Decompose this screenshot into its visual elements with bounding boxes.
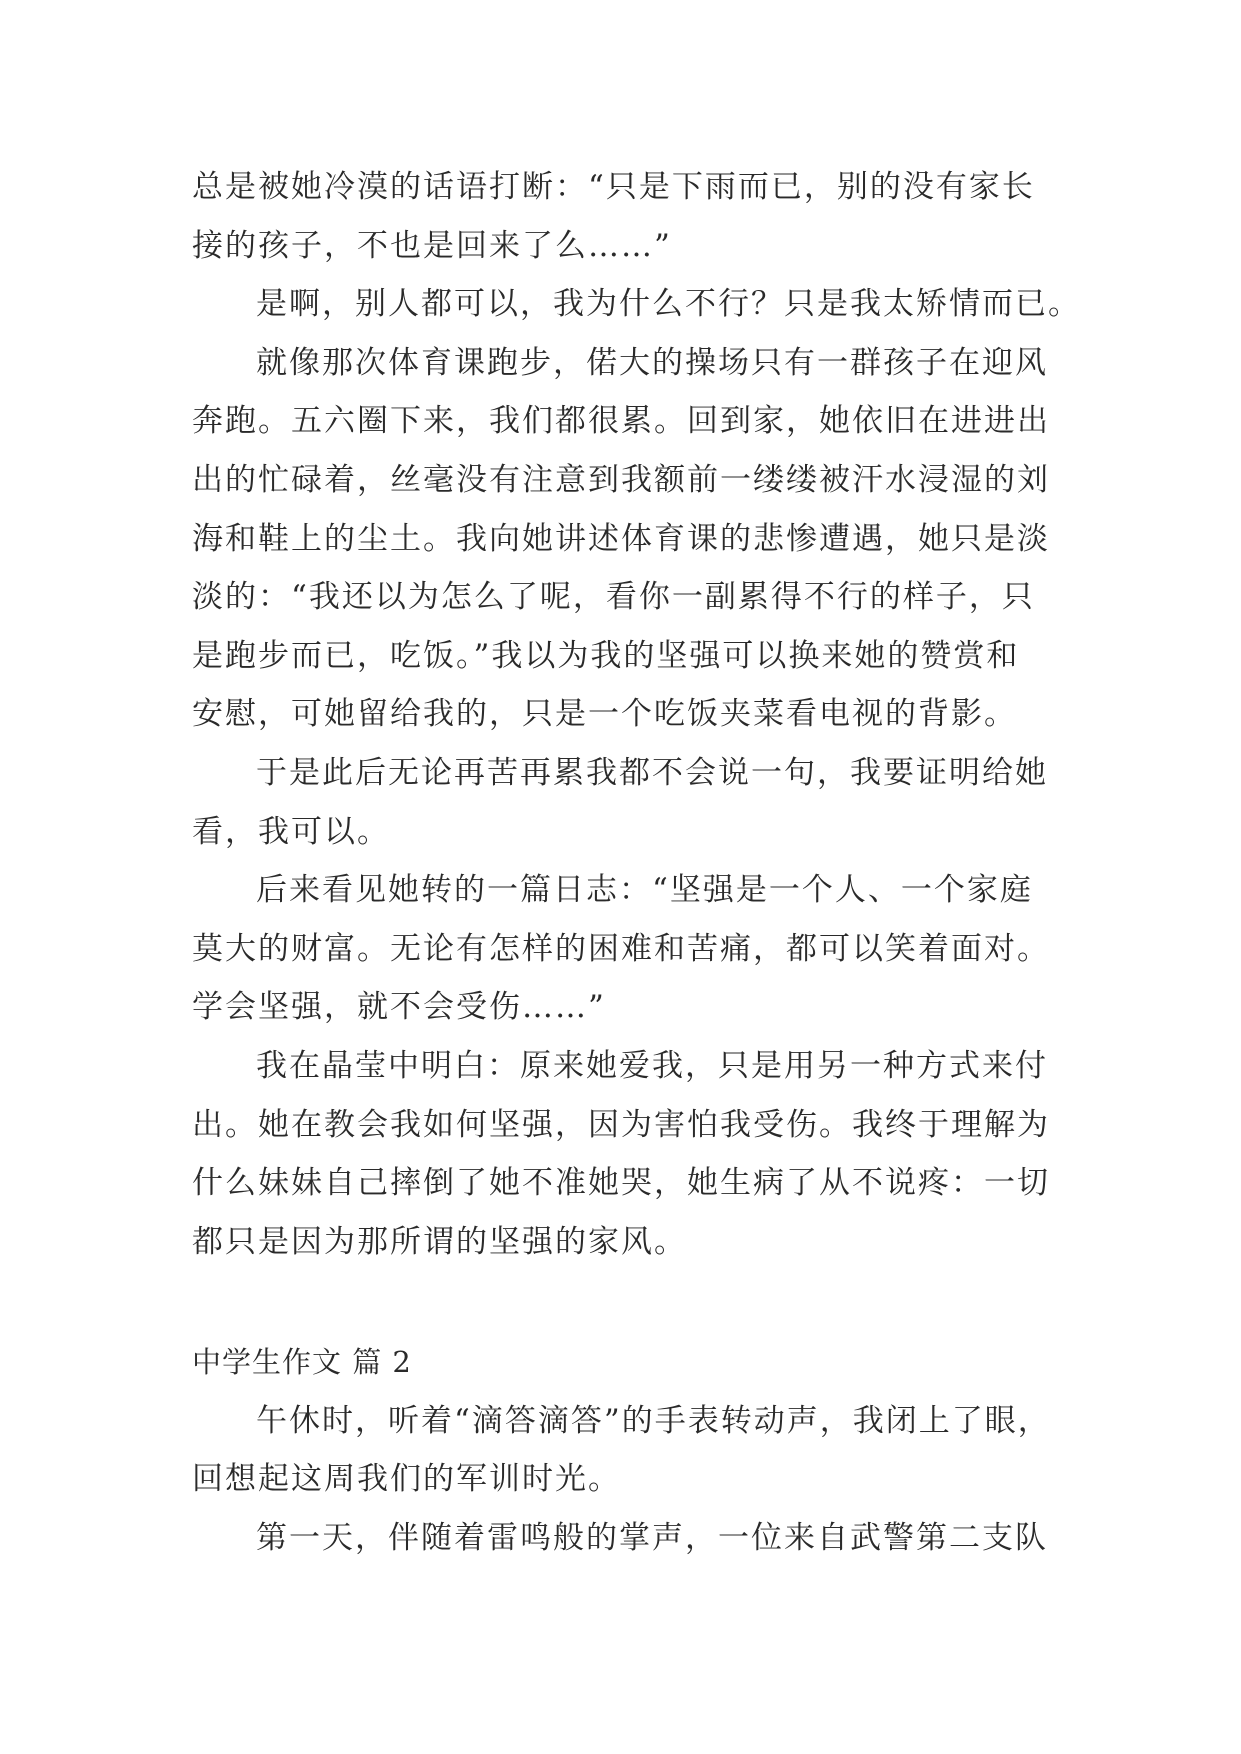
text-line: 看，我可以。 <box>192 813 390 850</box>
section-gap <box>192 1271 1052 1333</box>
text-line: 就像那次体育课跑步，偌大的操场只有一群孩子在迎风 <box>256 344 1048 381</box>
document-page <box>192 158 1081 1568</box>
text-line: 后来看见她转的一篇日志：“坚强是一个人、一个家庭 <box>256 872 1033 909</box>
text-line: 什么妹妹自己摔倒了她不准她哭，她生病了从不说疼：一切 <box>192 1165 1050 1202</box>
paragraph <box>192 1509 1052 1568</box>
text-line: 接的孩子，不也是回来了么……” <box>192 227 672 264</box>
text-line: 淡的：“我还以为怎么了呢，看你一副累得不行的样子，只 <box>192 579 1035 616</box>
text-line: 回想起这周我们的军训时光。 <box>192 1461 621 1498</box>
text-line: 出的忙碌着，丝毫没有注意到我额前一缕缕被汗水浸湿的刘 <box>192 461 1050 498</box>
paragraph <box>192 861 1052 1037</box>
text-line: 学会坚强，就不会受伤……” <box>192 989 606 1026</box>
paragraph <box>192 1392 1052 1509</box>
text-line: 是啊，别人都可以，我为什么不行？只是我太矫情而已。 <box>256 286 1081 323</box>
text-line: 是跑步而已，吃饭。”我以为我的坚强可以换来她的赞赏和 <box>192 637 1020 674</box>
paragraph <box>192 334 1052 744</box>
paragraph <box>192 275 1081 334</box>
text-line: 都只是因为那所谓的坚强的家风。 <box>192 1223 687 1260</box>
text-line: 我在晶莹中明白：原来她爱我，只是用另一种方式来付 <box>256 1047 1048 1084</box>
text-line: 第一天，伴随着雷鸣般的掌声，一位来自武警第二支队 <box>256 1520 1048 1557</box>
text-line: 出。她在教会我如何坚强，因为害怕我受伤。我终于理解为 <box>192 1106 1050 1143</box>
text-line: 莫大的财富。无论有怎样的困难和苦痛，都可以笑着面对。 <box>192 930 1050 967</box>
section-2-body <box>192 1392 1052 1568</box>
essay-section-1 <box>192 158 1081 1271</box>
section-heading: 中学生作文 篇 2 <box>192 1345 412 1380</box>
text-line: 于是此后无论再苦再累我都不会说一句，我要证明给她 <box>256 754 1048 791</box>
paragraph <box>192 1037 1052 1271</box>
text-line: 安慰，可她留给我的，只是一个吃饭夹菜看电视的背影。 <box>192 696 1017 733</box>
text-line: 午休时，听着“滴答滴答”的手表转动声，我闭上了眼， <box>256 1402 1051 1439</box>
text-line: 总是被她冷漠的话语打断：“只是下雨而已，别的没有家长 <box>192 169 1035 205</box>
text-line: 奔跑。五六圈下来，我们都很累。回到家，她依旧在进进出 <box>192 403 1050 440</box>
text-line: 海和鞋上的尘土。我向她讲述体育课的悲惨遭遇，她只是淡 <box>192 520 1050 557</box>
paragraph <box>192 158 1052 275</box>
paragraph <box>192 744 1052 861</box>
essay-section-2 <box>192 1333 1052 1567</box>
